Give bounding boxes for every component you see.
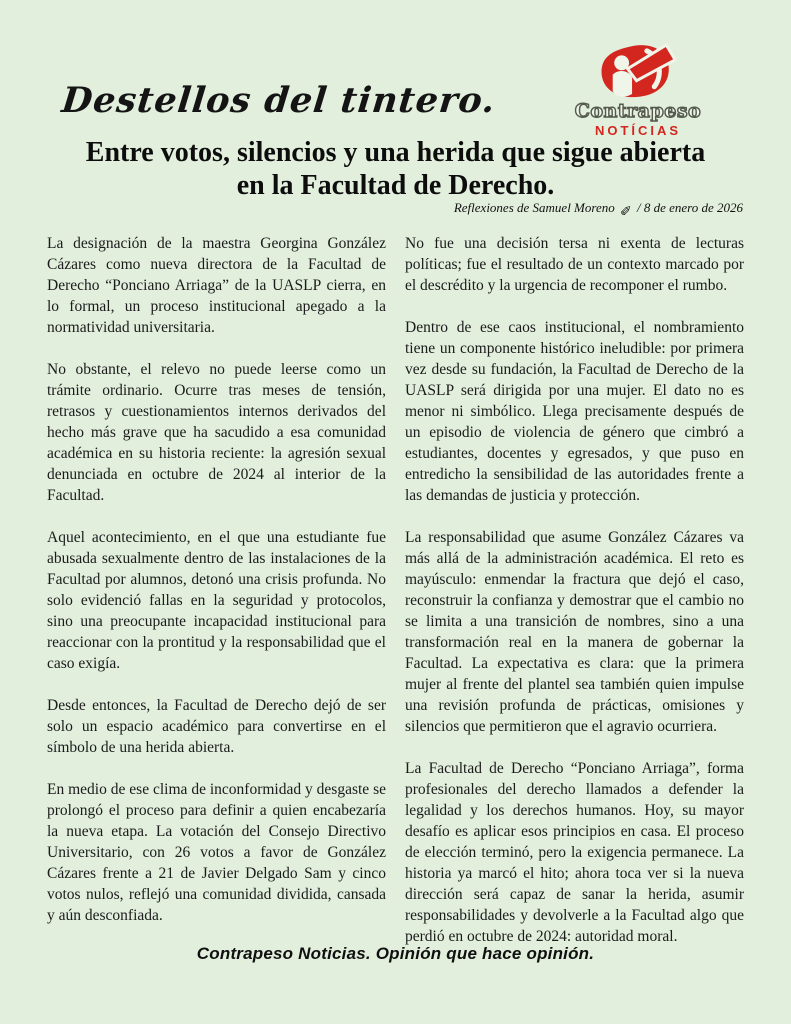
brand-logo — [568, 42, 708, 137]
brand-name: Contrapeso — [574, 100, 702, 122]
masthead-script-title: Destellos del tintero. — [59, 80, 498, 121]
article-paragraph: La designación de la maestra Georgina González Cázares como nueva directora de la Facultad de Derecho “Ponciano Arriaga” de la UASLP cierra, en lo formal, un proceso institucional apegado a la normatividad universitaria. — [47, 235, 386, 336]
footer-tagline: Contrapeso Noticias. Opinión que hace opinión. — [196, 944, 595, 963]
headline-line-1: Entre votos, silencios y una herida que sigue abierta — [85, 137, 706, 168]
left-column — [47, 233, 386, 947]
byline-author: Reflexiones de Samuel Moreno — [453, 200, 615, 215]
headline-line-2: en la Facultad de Derecho. — [236, 170, 555, 201]
article-paragraph: Desde entonces, la Facultad de Derecho dejó de ser solo un espacio académico para convertirse en el símbolo de una herida abierta. — [47, 697, 386, 756]
article-paragraph: La responsabilidad que asume González Cázares va más allá de la administración académica. El reto es mayúsculo: enmendar la fractura que dejó el caso, reconstruir la confianza y demostrar que el cambio no se limita a una transición de nombres, sino a una transformación real en la manera de gobernar la Facultad. La expectativa es clara: que la primera mujer al frente del plantel sea también quien impulse una revisión profunda de prácticas, omisiones y silencios que permitieron que el agravio ocurriera. — [405, 529, 744, 735]
article-body — [47, 233, 744, 947]
right-column — [405, 233, 744, 947]
article-paragraph: En medio de ese clima de inconformidad y desgaste se prolongó el proceso para definir a quien encabezaría la nueva etapa. La votación del Consejo Directivo Universitario, con 26 votos a favor de González Cázares frente a 21 de Javier Delgado Sam y cinco votos nulos, reflejó una comunidad dividida, cansada y aún desconfiada. — [47, 781, 386, 924]
megaphone-logo-icon — [592, 42, 684, 100]
brand-subtitle: NOTÍCIAS — [594, 123, 682, 138]
article-paragraph: No fue una decisión tersa ni exenta de lecturas políticas; fue el resultado de un contexto marcado por el descrédito y la urgencia de recomponer el rumbo. — [405, 235, 744, 294]
article-headline — [0, 136, 791, 202]
article-paragraph: Aquel acontecimiento, en el que una estudiante fue abusada sexualmente dentro de las instalaciones de la Facultad por alumnos, detonó una crisis profunda. No solo evidenció fallas en la seguridad y protocolos, sino una preocupante incapacidad institucional para reaccionar con la prontitud y la responsabilidad que el caso exigía. — [47, 529, 386, 672]
article-paragraph: Dentro de ese caos institucional, el nombramiento tiene un componente histórico ineludible: por primera vez desde su fundación, la Facultad de Derecho de la UASLP será dirigida por una mujer. El dato no es menor ni simbólico. Llega precisamente después de un episodio de violencia de género que cimbró a estudiantes, docentes y egresados, y que puso en entredicho la sensibilidad de las autoridades frente a las demandas de justicia y protección. — [405, 319, 744, 504]
pencil-icon: ✎ — [619, 201, 632, 216]
article-paragraph: La Facultad de Derecho “Ponciano Arriaga”, forma profesionales del derecho llamados a defender la legalidad y los derechos humanos. Hoy, su mayor desafío es aplicar esos principios en casa. El proceso de elección terminó, pero la exigencia permanece. La historia ya marcó el hito; ahora toca ver si la nueva dirección será capaz de sanar la herida, asumir responsabilidades y devolverle a la Facultad algo que perdió en octubre de 2024: autoridad moral. — [405, 760, 744, 945]
article-paragraph: No obstante, el relevo no puede leerse como un trámite ordinario. Ocurre tras meses de tensión, retrasos y cuestionamientos internos derivados del hecho más grave que ha sacudido a esa comunidad académica en su historia reciente: la agresión sexual denunciada en octubre de 2024 al interior de la Facultad. — [47, 361, 386, 504]
byline — [454, 200, 743, 217]
byline-date: / 8 de enero de 2026 — [636, 200, 743, 215]
